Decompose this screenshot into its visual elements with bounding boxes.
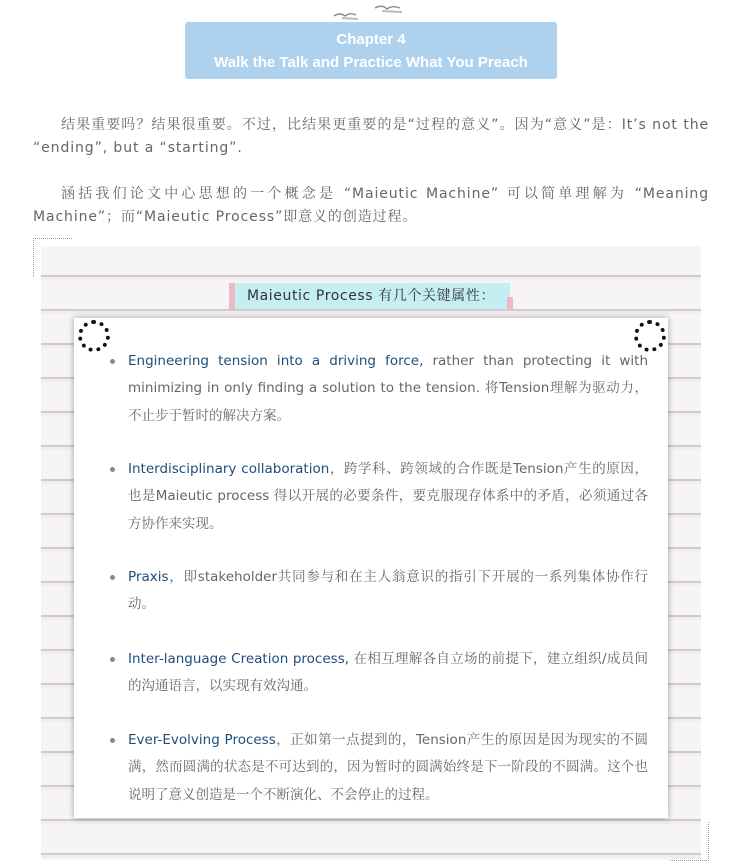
- tape-left: [229, 283, 235, 309]
- tape-right: [507, 297, 513, 309]
- bullet-icon: [110, 738, 115, 743]
- item-text: ，即stakeholder共同参与和在主人翁意识的指引下开展的一系列集体协作行动。: [128, 569, 648, 613]
- chapter-title: Walk the Talk and Practice What You Preach: [214, 54, 528, 71]
- section-label: [232, 283, 510, 309]
- binder-ring-icon: [78, 320, 110, 352]
- section-label-text: Maieutic Process 有几个关键属性：: [246, 288, 496, 304]
- list-item: [108, 456, 648, 538]
- chapter-banner: [185, 22, 557, 79]
- item-term: Ever-Evolving Process: [128, 732, 276, 748]
- intro-paragraph-2: 涵括我们论文中心思想的一个概念是 “Maieutic Machine” 可以简单理解为 “Meaning Machine”；而“Maieutic Process”即意义的创造过程。: [33, 186, 709, 225]
- item-term: Interdisciplinary collaboration: [128, 461, 330, 477]
- list-item: [108, 348, 648, 430]
- list-item: [108, 564, 648, 619]
- notebook-card: [74, 318, 668, 818]
- item-text: ，跨学科、跨领域的合作既是Tension产生的原因，也是Maieutic process 得以开展的必要条件，要克服现存体系中的矛盾，必须通过各方协作来实现。: [128, 461, 648, 532]
- item-term: Praxis: [128, 569, 169, 585]
- bullet-icon: [110, 575, 115, 580]
- bullet-icon: [110, 657, 115, 662]
- dotted-corner-bottom-right: [670, 822, 709, 861]
- item-term: Inter-language Creation process,: [128, 651, 350, 667]
- item-text: 在相互理解各自立场的前提下，建立组织/成员间的沟通语言，以实现有效沟通。: [128, 651, 649, 695]
- bullet-icon: [110, 359, 115, 364]
- item-term: Engineering tension into a driving force,: [128, 353, 424, 369]
- chapter-number: Chapter 4: [336, 31, 406, 48]
- intro-paragraph-1: 结果重要吗？结果很重要。不过，比结果更重要的是“过程的意义”。因为“意义”是：It’s not the “ending”, but a “starting”.: [33, 117, 709, 156]
- list-item: [108, 727, 648, 809]
- list-item: [108, 646, 648, 701]
- bullet-icon: [110, 467, 115, 472]
- item-text: ，正如第一点提到的，Tension产生的原因是因为现实的不圆满，然而圆满的状态是不可达到的，因为暂时的圆满始终是下一阶段的不圆满。这个也说明了意义创造是一个不断演化、不会停止的过程。: [128, 732, 649, 803]
- item-text: rather than protecting it with minimizing in only finding a solution to the tension. 将Tension理解为驱动力，不止步于暂时的解决方案。: [128, 353, 648, 424]
